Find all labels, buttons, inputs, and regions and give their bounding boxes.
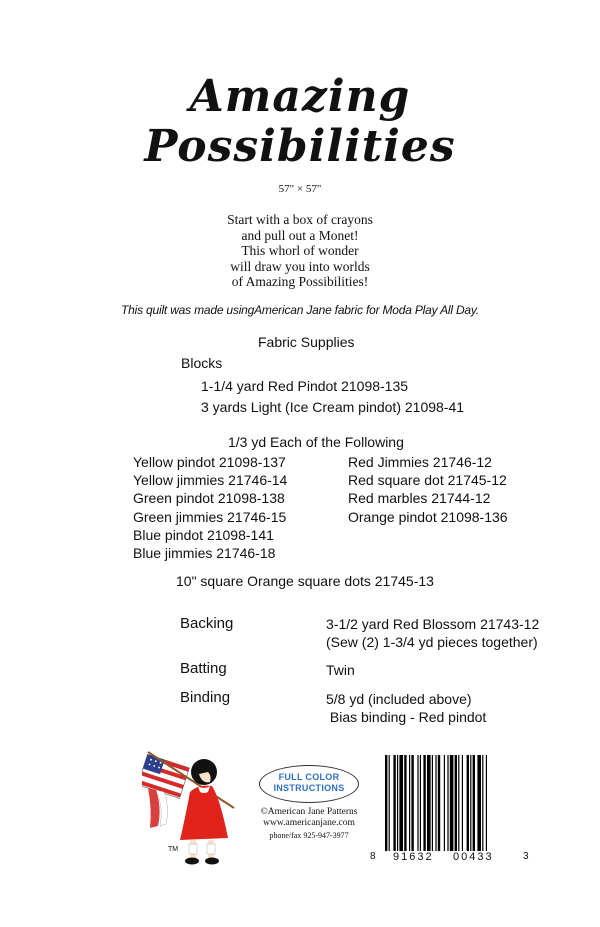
fabric-item: Yellow pindot 21098-137 xyxy=(133,454,286,470)
description-line: Start with a box of crayons xyxy=(227,212,373,227)
binding-line: Bias binding - Red pindot xyxy=(326,709,487,725)
fabric-list-right xyxy=(348,453,508,526)
binding-line: 5/8 yd (included above) xyxy=(326,691,472,707)
fabric-item: Orange pindot 21098-136 xyxy=(348,508,508,525)
company-info xyxy=(248,807,370,842)
barcode-digit-left: 8 xyxy=(370,851,376,862)
fabric-item: Red Jimmies 21746-12 xyxy=(348,454,492,470)
blocks-label: Blocks xyxy=(181,355,223,371)
description-line: and pull out a Monet! xyxy=(241,227,359,243)
title-line-2: Possibilities xyxy=(144,121,456,172)
fabric-note: This quilt was made usingAmerican Jane fabric for Moda Play All Day. xyxy=(121,303,479,317)
fabric-item: Red square dot 21745-12 xyxy=(348,472,507,489)
barcode xyxy=(383,755,515,851)
backing-line: (Sew (2) 1-3/4 yd pieces together) xyxy=(326,634,538,650)
fabric-item: Yellow jimmies 21746-14 xyxy=(133,472,288,489)
barcode-bars-icon xyxy=(383,755,515,851)
badge-line-1: FULL COLOR xyxy=(278,772,340,782)
quilt-size: 57" × 57" xyxy=(278,183,322,195)
description-line: This whorl of wonder xyxy=(241,243,359,258)
binding-label: Binding xyxy=(180,689,231,706)
description xyxy=(0,212,600,290)
backing-label: Backing xyxy=(180,615,234,632)
backing-line: 3-1/2 yard Red Blossom 21743-12 xyxy=(326,616,540,632)
fabric-item: Blue jimmies 21746-18 xyxy=(133,545,276,562)
barcode-digit-right: 3 xyxy=(523,851,529,862)
blocks-item: 1-1/4 yard Red Pindot 21098-135 xyxy=(201,378,409,394)
barcode-digits-1: 91632 xyxy=(393,851,434,863)
each-following-heading: 1/3 yd Each of the Following xyxy=(228,434,404,450)
full-color-badge xyxy=(259,765,359,803)
fabric-item: Red marbles 21744-12 xyxy=(348,490,491,507)
barcode-digits-2: 00433 xyxy=(453,851,494,863)
fabric-supplies-heading: Fabric Supplies xyxy=(258,334,355,350)
binding-value xyxy=(326,690,486,726)
description-line: of Amazing Possibilities! xyxy=(231,274,369,289)
backing-value xyxy=(326,615,539,651)
trademark: TM xyxy=(168,846,179,853)
description-line: will draw you into worlds xyxy=(230,258,370,274)
fabric-item: Green jimmies 21746-15 xyxy=(133,508,287,525)
blocks-item: 3 yards Light (Ice Cream pindot) 21098-41 xyxy=(201,399,465,415)
batting-value: Twin xyxy=(326,662,355,678)
phone: phone/fax 925-947-3977 xyxy=(269,831,349,840)
fabric-list-left xyxy=(133,453,287,562)
girl-with-flag-illustration xyxy=(142,748,242,874)
batting-label: Batting xyxy=(180,660,227,677)
fabric-item: Blue pindot 21098-141 xyxy=(133,526,274,543)
fabric-item: Green pindot 21098-138 xyxy=(133,490,285,507)
website: www.americanjane.com xyxy=(263,817,355,828)
company-name: ©American Jane Patterns xyxy=(260,807,358,817)
title-line-1: Amazing xyxy=(189,71,411,122)
badge-line-2: INSTRUCTIONS xyxy=(273,783,345,793)
square-item: 10" square Orange square dots 21745-13 xyxy=(176,573,434,589)
